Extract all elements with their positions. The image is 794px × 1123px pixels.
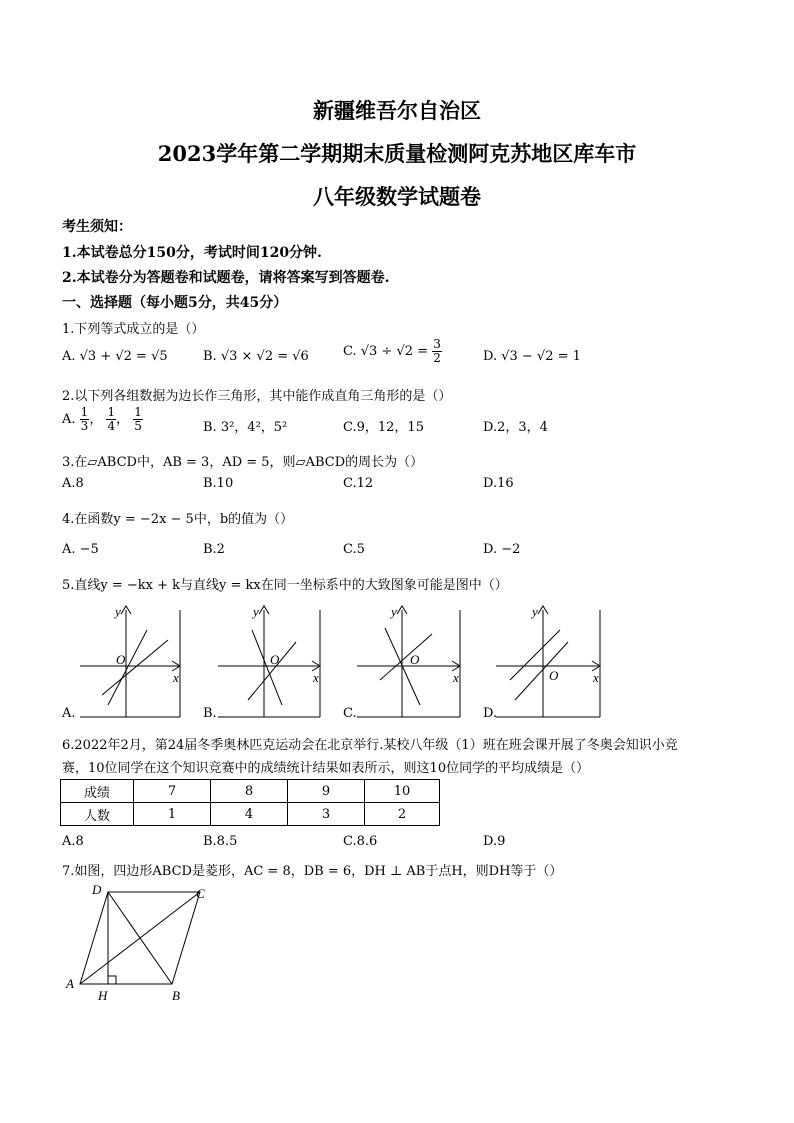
table-cell: 8	[211, 780, 288, 803]
q2-option-c: C.9，12，15	[343, 420, 424, 435]
fraction-denominator: 4	[107, 419, 116, 433]
label-c: C	[196, 886, 205, 901]
q5-graph-a	[80, 604, 180, 717]
q1-option-d: D. √3 − √2 = 1	[483, 349, 581, 364]
q7-stem: 7.如图，四边形ABCD是菱形，AC = 8，DB = 6，DH ⊥ AB于点H，则DH等于（）	[62, 864, 563, 879]
q5-graph-b	[218, 604, 320, 717]
q3-option-d: D.16	[483, 476, 514, 491]
q5-option-d: D.	[483, 706, 498, 721]
notice-item-1: 1.本试卷总分150分，考试时间120分钟.	[62, 245, 322, 261]
axis-x-label: x	[173, 670, 179, 685]
fraction-denominator: 5	[134, 419, 142, 433]
q2-option-a-label: A.	[62, 412, 76, 427]
q5-stem: 5.直线y = −kx + k与直线y = kx在同一坐标系中的大致图象可能是图中（）	[62, 578, 508, 593]
q1-option-b: B. √3 × √2 = √6	[203, 349, 309, 364]
axis-y-label: y	[115, 604, 121, 619]
fraction-denominator: 2	[433, 351, 441, 365]
q1-option-c	[343, 338, 442, 365]
notice-heading: 考生须知：	[62, 219, 132, 235]
table-cell: 9	[288, 780, 365, 803]
origin-label: O	[410, 652, 420, 667]
origin-label: O	[270, 652, 280, 667]
q6-option-d: D.9	[483, 834, 506, 849]
table-cell: 4	[211, 803, 288, 826]
q6-stem-line2: 赛，10位同学在这个知识竞赛中的成绩统计结果如表所示，则这10位同学的平均成绩是（）	[62, 761, 590, 776]
table-cell: 1	[134, 803, 211, 826]
q3-option-b: B.10	[203, 476, 234, 491]
q1-option-c-text: C. √3 ÷ √2 =	[343, 344, 429, 359]
axis-y-label: y	[253, 604, 259, 619]
title-region: 新疆维吾尔自治区	[313, 98, 481, 123]
q5-graph-d	[496, 604, 600, 717]
q2-fraction-3	[133, 406, 143, 433]
table-cell: 2	[365, 803, 440, 826]
axis-x-label: x	[313, 670, 319, 685]
title-paper: 八年级数学试题卷	[313, 184, 481, 209]
q1-option-a: A. √3 + √2 = √5	[62, 349, 168, 364]
q5-option-b: B.	[203, 706, 217, 721]
axis-y-label: y	[391, 604, 397, 619]
q6-option-b: B.8.5	[203, 834, 238, 849]
q2-option-b: B. 3²，4²，5²	[203, 420, 288, 435]
q6-stem-line1: 6.2022年2月，第24届冬季奥林匹克运动会在北京举行.某校八年级（1）班在班会课开展了冬奥会知识小竞	[62, 738, 678, 753]
label-a: A	[66, 976, 74, 991]
q6-option-c: C.8.6	[343, 834, 378, 849]
q2-stem: 2.以下列各组数据为边长作三角形，其中能作成直角三角形的是（）	[62, 389, 452, 404]
origin-label: O	[549, 668, 559, 683]
q4-option-d: D. −2	[483, 542, 521, 557]
q2-fraction-1	[80, 406, 90, 433]
axis-x-label: x	[593, 670, 599, 685]
label-d: D	[92, 882, 102, 897]
table-cell: 3	[288, 803, 365, 826]
table-cell: 10	[365, 780, 440, 803]
q4-option-c: C.5	[343, 542, 365, 557]
q4-option-b: B.2	[203, 542, 225, 557]
q1-option-c-fraction	[432, 338, 442, 365]
q3-stem: 3.在▱ABCD中，AB = 3，AD = 5，则▱ABCD的周长为（）	[62, 455, 424, 470]
score-table	[60, 779, 440, 826]
q7-rhombus-figure	[60, 878, 220, 1003]
q4-stem: 4.在函数y = −2x − 5中，b的值为（）	[62, 512, 294, 527]
origin-label: O	[116, 652, 126, 667]
q5-option-a: A.	[62, 706, 76, 721]
label-b: B	[172, 988, 180, 1003]
q3-option-c: C.12	[343, 476, 374, 491]
q5-graph-c	[357, 604, 460, 717]
section-heading: 一、选择题（每小题5分，共45分）	[62, 295, 288, 311]
table-cell: 7	[134, 780, 211, 803]
q3-option-a: A.8	[62, 476, 84, 491]
table-row	[61, 803, 440, 826]
title-exam: 2023学年第二学期期末质量检测阿克苏地区库车市	[157, 141, 637, 166]
notice-item-2: 2.本试卷分为答题卷和试题卷，请将答案写到答题卷.	[62, 270, 390, 286]
table-cell: 成绩	[61, 780, 134, 803]
label-h: H	[98, 988, 108, 1003]
q1-stem: 1.下列等式成立的是（）	[62, 322, 205, 337]
fraction-numerator: 3	[433, 337, 441, 351]
q2-fraction-2	[106, 406, 116, 433]
q5-option-c: C.	[343, 706, 357, 721]
table-row	[61, 780, 440, 803]
q2-option-a: A. $\frac{1}{3}$ ， $\frac{1}{4}$ ， $\frac{1}{5}$	[62, 405, 142, 433]
q2-option-d: D.2，3，4	[483, 420, 548, 435]
q6-option-a: A.8	[62, 834, 84, 849]
q4-option-a: A. −5	[62, 542, 99, 557]
table-cell: 人数	[61, 803, 134, 826]
fraction-numerator: 1	[80, 405, 89, 419]
axis-x-label: x	[453, 670, 459, 685]
axis-y-label: y	[532, 604, 538, 619]
fraction-numerator: 1	[134, 405, 142, 419]
q5-graphs	[0, 600, 794, 725]
fraction-denominator: 3	[80, 419, 89, 433]
fraction-numerator: 1	[107, 405, 116, 419]
